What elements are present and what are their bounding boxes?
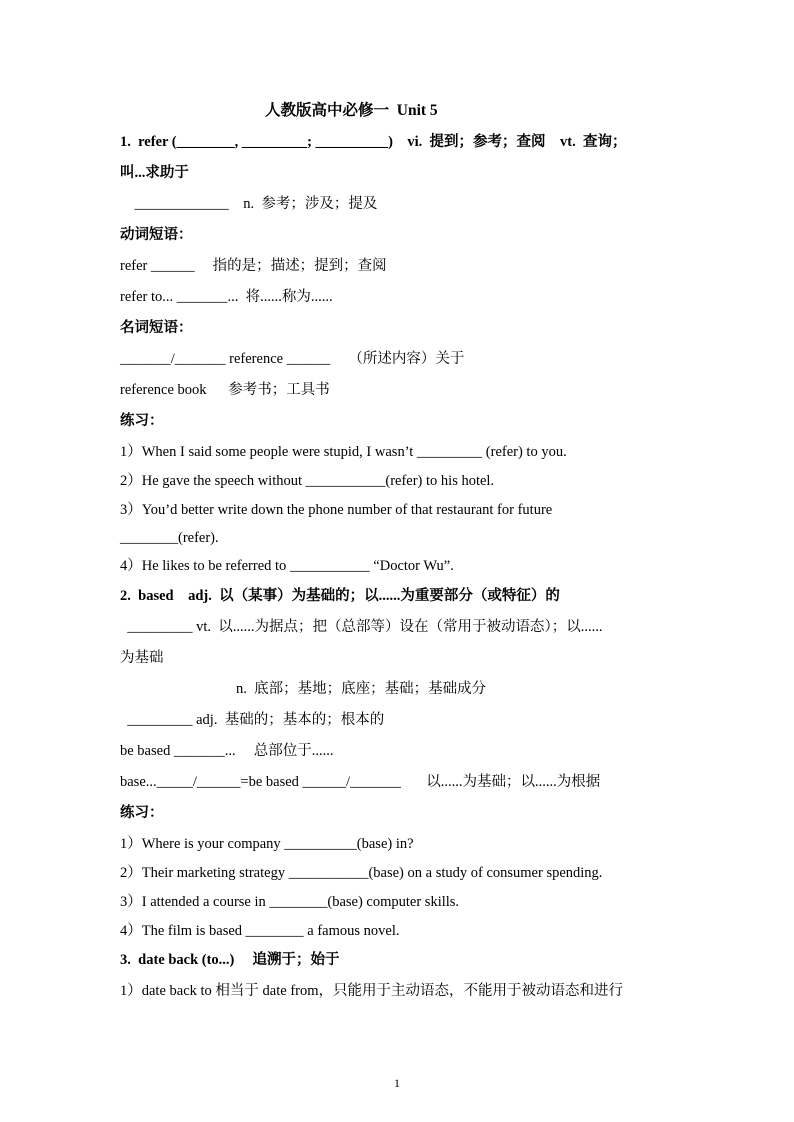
exercise-item-2-3: 3）I attended a course in ________(base) computer skills.: [120, 894, 460, 910]
text-line-8: _______/_______ reference ______ （所述内容）关于: [120, 351, 465, 367]
text-line-17: _________ vt. 以......为据点；把（总部等）设在（常用于被动语态）；以......: [120, 619, 603, 635]
section-heading-noun-phrases: 名词短语：: [120, 320, 193, 336]
exercise-item-1-3-cont: ________(refer).: [120, 530, 219, 546]
section-heading-verb-phrases: 动词短语：: [120, 227, 193, 243]
text-line-29: 1）date back to 相当于 date from，只能用于主动语态，不能用于被动语态和进行: [120, 983, 624, 999]
exercise-item-2-1: 1）Where is your company __________(base) in?: [120, 836, 414, 852]
text-line-1: 1. refer (________, _________; __________) vi. 提到；参考；查阅 vt. 查询；: [120, 134, 627, 150]
text-line-5: refer ______ 指的是；描述；提到；查阅: [120, 258, 387, 274]
text-line-18: 为基础: [120, 650, 164, 666]
exercise-item-1-4: 4）He likes to be referred to ___________ “Doctor Wu”.: [120, 558, 454, 574]
text-line-19: n. 底部；基地；底座；基础；基础成分: [120, 681, 487, 697]
text-line-2: 叫...求助于: [120, 165, 189, 181]
exercise-item-2-2: 2）Their marketing strategy ___________(base) on a study of consumer spending.: [120, 865, 603, 881]
text-line-9: reference book 参考书；工具书: [120, 382, 330, 398]
section-heading-exercise-2: 练习：: [120, 805, 164, 821]
text-line-16: 2. based adj. 以（某事）为基础的；以......为重要部分（或特征）的: [120, 588, 560, 604]
exercise-item-1-1: 1）When I said some people were stupid, I wasn’t _________ (refer) to you.: [120, 444, 567, 460]
text-line-28: 3. date back (to...) 追溯于；始于: [120, 952, 340, 968]
exercise-item-2-4: 4）The film is based ________ a famous novel.: [120, 923, 400, 939]
exercise-item-1-3: 3）You’d better write down the phone number of that restaurant for future: [120, 502, 553, 518]
text-line-20: _________ adj. 基础的；基本的；根本的: [120, 712, 385, 728]
page-title: 人教版高中必修一 Unit 5: [265, 102, 438, 119]
section-heading-exercise-1: 练习：: [120, 413, 164, 429]
text-line-6: refer to... _______... 将......称为......: [120, 289, 333, 305]
text-line-22: base..._____/______=be based ______/_______ 以......为基础；以......为根据: [120, 774, 601, 790]
exercise-item-1-2: 2）He gave the speech without ___________(refer) to his hotel.: [120, 473, 495, 489]
page-number: 1: [394, 1076, 400, 1090]
text-line-21: be based _______... 总部位于......: [120, 743, 334, 759]
text-line-3: _____________ n. 参考；涉及；提及: [120, 196, 378, 212]
